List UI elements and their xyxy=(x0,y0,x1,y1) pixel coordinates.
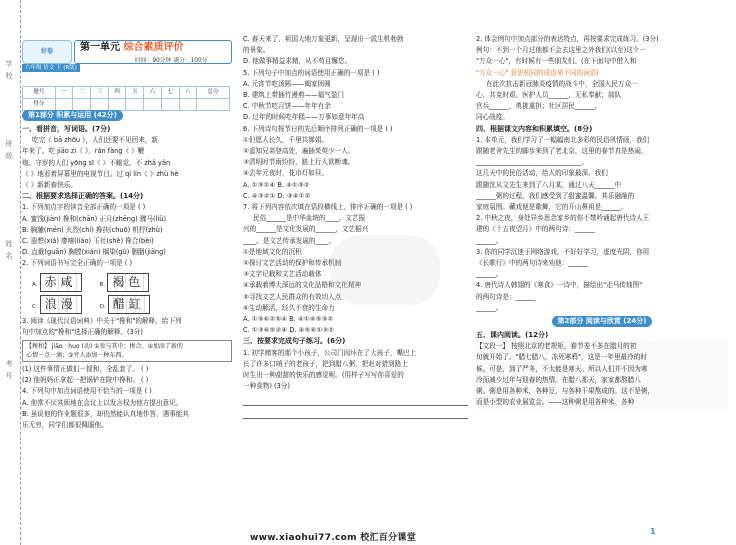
text-line: 1. 初学赌客的那个小孩子，公司门间坏在了大孩子，嘴巴上 xyxy=(243,348,417,357)
text-line: 家庭氛围。藏戏便是歌舞，它的开山鼻祖是______。 xyxy=(476,203,628,212)
text-line: ______粥的过程，我们感受到了甜蜜温馨。其乐融融的 xyxy=(476,191,635,200)
text-line: 《 》地看着屏幕里的电视节目。过 qí lín《 》zhù hè xyxy=(22,169,179,178)
char-boxes-row xyxy=(32,295,232,314)
score-header: 三 xyxy=(91,87,109,99)
text-line: ______。 xyxy=(476,236,503,245)
text-line: 吃完《 bā zhōu 》，人们还要不见回来，新 xyxy=(32,136,158,145)
text-line: 长了许多口哨子的老孩子，把到腊八粥，把赶对猎到路上 xyxy=(243,359,408,368)
text-line: 建的《十五夜望月》中的两句诗：______ xyxy=(476,225,595,234)
char-boxes-row xyxy=(32,273,232,292)
text-line: 句中加点的"搀和"选择正确的解释。(3分) xyxy=(22,327,143,336)
column-2 xyxy=(243,34,468,421)
reading-passage xyxy=(476,341,728,408)
text-line: ①但愿人长久，千里共婵娟。 xyxy=(243,135,329,144)
text-line: "万众一心" 意思相同的成语来不同的词语) xyxy=(476,68,599,77)
binding-label: 级 xyxy=(5,152,13,160)
option-line: A. 元宵节吃汤圆——阖家团圆 xyxy=(243,79,331,88)
score-header: 四 xyxy=(108,87,126,99)
text-line: ①是地域文化的沉积 xyxy=(243,247,302,256)
answer-line[interactable] xyxy=(243,408,468,419)
text-line: 4. 唐代诗人韩翃的《寒食》一诗中，描绘出"走马传烛图" xyxy=(476,281,643,290)
text-line: (2) 他妈妈正拿起一把锅铲在院中搀和。 ( ) xyxy=(22,376,149,385)
text-line: 官兵______，勇挑重担；社区居民______， xyxy=(476,102,602,111)
question-heading: 五、课内阅读。(12分) xyxy=(476,331,549,340)
option-line: C. 中秋节吃月饼——年年有余 xyxy=(243,102,331,111)
text-line: 而是小型的农业展览会。——这种粥是用各种米、各种 xyxy=(476,398,635,407)
text-line: 粥。粥是用各种米，各种豆，与各种干果熬成的。这不是粥， xyxy=(476,387,655,396)
text-line: 兴的______是文化发展的______，文艺振兴 xyxy=(243,225,369,234)
text-line: ⑤寻找文艺人民群众的有效切入点 xyxy=(243,292,342,301)
option-line: 的景象。 xyxy=(243,46,270,55)
text-line: 民俗______是中华血统的____，文艺振 xyxy=(253,214,366,223)
text-line: 的两句诗是：______ xyxy=(476,292,536,301)
text-line: 【搀和】 jiāo · huo (动) ①参与其中；掺合。②加添了新的 xyxy=(26,343,183,351)
option-line: B. 建筑上带插竹漫剪——福气盈门 xyxy=(243,91,345,100)
option-line: A. 蜜饯(jiàn) 搀和(chān) 正月(zhēng) 骤马(liǔ) xyxy=(22,214,167,223)
text-line: 心情一点一滴；③旁人添加一种东西。 xyxy=(26,352,128,360)
text-line: ②探讨文艺活动的保护和传承机制 xyxy=(243,259,342,268)
text-line: 炮、守岁的人们 yōng sī《 》不睡觉。不 zhǎ yǎn xyxy=(22,158,171,167)
binding-label: 姓 xyxy=(5,240,13,248)
text-line: 候。可是，到了严冬，不太能是寒天。所以人们并不因为寒 xyxy=(476,364,648,373)
question-heading: 二、根据要求选择正确的答案。(14分) xyxy=(22,192,144,201)
text-line: 时生出一种甜甜的快乐的感觉呢。(用样子写写你喜爱的 xyxy=(243,371,404,380)
char-option: A. 赤咸 xyxy=(32,273,82,292)
text-line: 5. 下列句子中加点的词语使用正确的一项是 ( ) xyxy=(243,68,380,77)
option-line: D. 直截(guān) 胸膛(xián) 榈染(gū) 胭胭(jiāng) xyxy=(22,248,166,257)
text-line: 3. 阅读《现代汉语词典》中关于"搀和"的解释，给下列 xyxy=(22,316,182,325)
option-line: C. 春天来了，祖国大地万象更新，呈现出一派生机勃勃 xyxy=(243,35,404,43)
answer-line[interactable] xyxy=(243,395,468,406)
text-line: 1. 本单元，我们学习了一幅幅南北多彩的民俗风情画，我们 xyxy=(476,135,650,144)
text-line: (1) 这件事情正做们一搅和，全乱套了。 ( ) xyxy=(22,365,149,374)
text-line: ③文字记载和文艺活动载体 xyxy=(243,270,322,279)
option-line: A. ①③②④ B. ④①③② xyxy=(243,180,310,189)
text-line: 2. 体会例句中加点部分的表达特点，再按要求完成练习。(3分) xyxy=(476,35,659,43)
binding-strip xyxy=(0,0,21,545)
question-heading: 一、看拼音，写词语。(7分) xyxy=(22,125,111,133)
text-line: 心，共克时艰。医护人员______，无私奉献；部队 xyxy=(476,91,622,100)
binding-label: 考 xyxy=(5,360,13,368)
time-score: 时间：90分钟 满分：100分 xyxy=(135,58,208,64)
text-line: 3. 你的同学沉迷于网络游戏，不好好学习，虚度光阴，你用 xyxy=(476,247,650,256)
char-option: B. 褐色 xyxy=(100,273,150,292)
text-line: ____。是文艺传承发展的____。 xyxy=(243,236,336,245)
grade-label: 六年级 语文 下 (R版) xyxy=(22,64,80,72)
column-1 xyxy=(22,38,232,431)
binding-label: 学 xyxy=(5,60,13,68)
text-line: 一种食物) (3分) xyxy=(243,382,290,391)
text-line: ④去年元夜时，花市灯如昼。 xyxy=(243,169,329,178)
text-line: 同心战疫。 xyxy=(476,113,509,122)
option-line: A. ①③⑥②⑤④ B. ④①⑥⑤③② xyxy=(243,315,334,324)
option-line: 乐无穷，同学们都很佩服他。 xyxy=(22,421,108,430)
unit-title: 第一单元 综合素质评价 xyxy=(80,42,184,53)
text-line: ④承载着博大深远的文化品格和文化精神 xyxy=(243,281,362,290)
footer-url: www.xiaohui77.com 校汇百分课堂 xyxy=(250,533,417,543)
exam-header xyxy=(22,38,232,108)
text-line: 《长歌行》中的两句诗来劝他：______ xyxy=(476,259,589,268)
text-line: 2. 下列词语书写完全正确的一项是 ( ) xyxy=(22,259,133,268)
option-line: D. 过年的时候吃年糕——万事如意年年高 xyxy=(243,113,365,122)
column-3 xyxy=(476,34,728,409)
text-line: 跟随沈从文先生来到了八月某，通过八天______中 xyxy=(476,180,622,189)
binding-label: 名 xyxy=(5,252,13,260)
score-header: 五 xyxy=(126,87,144,99)
text-line: 年来了。吃 jiāo zi《 》，rán fàng《 》鞭 xyxy=(22,147,145,156)
text-line: "万众一心"，有时候有一些朋友们。(在下面句中借入和 xyxy=(476,57,637,66)
binding-label: 校 xyxy=(5,72,13,80)
text-line: 【文段一】 按照北京的老规矩，春节差不多在腊月的初 xyxy=(476,342,637,351)
text-line: ②遥知兄弟登高处，遍插茱萸少一人。 xyxy=(243,147,355,156)
page-number: 1 xyxy=(650,527,656,536)
text-line: 7. 将下列内容依次填在语段横线上，排序正确的一项是 ( ) xyxy=(243,203,413,212)
char-option: D. 醋缸 xyxy=(100,295,150,314)
part2-label: 第2部分 阅读与欣赏 (24分) xyxy=(552,316,653,327)
option-line: C. ④③②① D. ③④①② xyxy=(243,191,311,200)
text-line: 在此次抗击新冠肺炎疫情的战斗中，全国人民万众一 xyxy=(486,79,638,88)
part1-label: 第1部分 积累与运用 (42分) xyxy=(22,110,123,121)
question-heading: 四、根据课文内容和积累填空。(8分) xyxy=(476,124,593,133)
text-line: ⑥生动解活，经久不衰的生命力 xyxy=(243,303,335,312)
question-heading: 三、按要求完成句子练习。(6分) xyxy=(243,337,346,346)
score-header: 总分 xyxy=(197,87,230,99)
score-table xyxy=(22,86,230,111)
title-box xyxy=(74,40,232,64)
option-line: C. 遐想(xiá) 廖瘳(liáo) 玉社(shè) 搀合(bèi) xyxy=(22,237,154,246)
text-line: ______。 xyxy=(476,270,503,279)
part1-heading xyxy=(22,110,232,122)
score-header: 一 xyxy=(55,87,73,99)
text-line: 6. 下列诗句按节日的先后顺序排列正确的一项是 ( ) xyxy=(243,124,393,133)
score-header: 二 xyxy=(73,87,91,99)
text-line: 旬就开始了。"腊七腊八，冻死寒鸦"，这是一年里最冷的时 xyxy=(476,353,647,362)
dictionary-note xyxy=(22,340,232,362)
char-option: C. 浪漫 xyxy=(32,295,82,314)
option-line: C. ①③⑥⑤②④ D. ④⑤⑥①③② xyxy=(243,326,335,335)
text-line: 跟随老舍先生的脚步来到了老北京，这里的春节真是热闹， xyxy=(476,147,648,156)
option-line: D. 他做事精益求精，从不苟且懈怠。 xyxy=(243,57,352,66)
text-line: 1. 下列加点字的读音全部正确的一项是 ( ) xyxy=(22,203,146,212)
text-line: 《 》新新春快乐。 xyxy=(22,181,77,190)
option-line: B. 虽说他的作业题很多，却仍然能认真地作答，遇事能其 xyxy=(22,409,189,418)
part2-heading xyxy=(476,316,728,328)
score-header: 题号 xyxy=(23,87,56,99)
text-line: 这几天中的民俗活动，给人的印象最深。我们 xyxy=(476,169,608,178)
text-line: 4. 下列句中加点词语使用不恰当的一项是 ( ) xyxy=(22,387,152,396)
text-line: ③清明时节雨纷纷，路上行人欲断魂。 xyxy=(243,158,355,167)
score-header: 七 xyxy=(161,87,179,99)
option-line: A. 他常不厌其烦地在会议上以发言权为他方提出意见。 xyxy=(22,398,183,407)
text-line: 2. 中秋之夜，身处异乡思念家乡的你不禁吟诵起唐代诗人王 xyxy=(476,214,650,223)
score-header: 八 xyxy=(179,87,197,99)
option-line: B. 胸脯(mén) 火烈(chí) 搀扶(chuō) 机杼(zhù) xyxy=(22,225,163,234)
score-header: 六 xyxy=(144,87,162,99)
text-line: 例句：不到一个月过他都不会去这里之外我们(以至)这个一 xyxy=(476,46,646,55)
binding-label: 班 xyxy=(5,140,13,148)
text-line: ______。 xyxy=(476,303,503,312)
brand-logo xyxy=(22,40,72,64)
text-line: 冷而减少过年与迎春的热情。在腊八那天，家家都熬腊八 xyxy=(476,375,641,384)
text-line: ________________________________。 xyxy=(476,158,589,167)
logo-text: 好卷 xyxy=(40,48,53,55)
score-row-label: 得分 xyxy=(23,99,56,111)
binding-label: 号 xyxy=(5,372,13,380)
